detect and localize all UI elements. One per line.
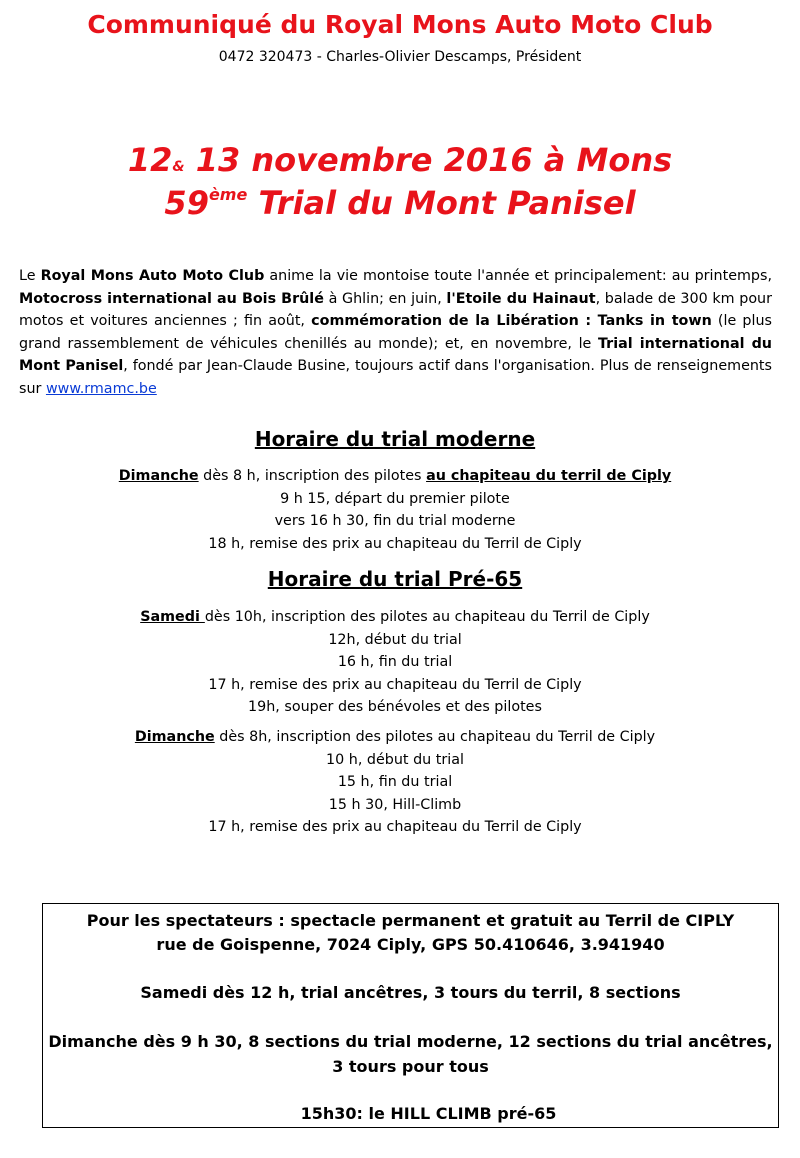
contact-line: 0472 320473 - Charles-Olivier Descamps, Président (218, 49, 582, 65)
spectator-line: Samedi dès 12 h, trial ancêtres, 3 tours du terril, 8 sections (140, 983, 681, 1002)
spectator-line: Dimanche dès 9 h 30, 8 sections du trial moderne, 12 sections du trial ancêtres, (48, 1032, 773, 1051)
schedule-line: 17 h, remise des prix au chapiteau du Terril de Ciply (208, 676, 582, 693)
schedule-text: dès 8h, inscription des pilotes au chapiteau du Terril de Ciply (214, 729, 656, 745)
event-ampersand: & (172, 159, 185, 175)
schedule-text: dès 8 h, inscription des pilotes (198, 468, 427, 484)
intro-paragraph (19, 265, 772, 400)
day-label: Samedi (140, 609, 205, 625)
schedule-line: 10 h, début du trial (326, 751, 464, 768)
intro-text: , fondé par Jean-Claude Busine, toujours actif dans l'organisation. Plus de renseignements sur (19, 358, 772, 397)
modern-heading: Horaire du trial moderne (254, 427, 536, 451)
event-day2: 13 novembre 2016 à Mons (184, 141, 673, 179)
schedule-line: 16 h, fin du trial (337, 654, 453, 670)
pre65-heading: Horaire du trial Pré-65 (267, 567, 523, 591)
modern-schedule (0, 465, 790, 555)
edition-title: Trial du Mont Panisel (247, 184, 636, 222)
schedule-line (0, 726, 790, 749)
schedule-line: 17 h, remise des prix au chapiteau du Terril de Ciply (208, 819, 582, 835)
schedule-line: 19h, souper des bénévoles et des pilotes (248, 699, 542, 715)
schedule-line: 15 h 30, Hill-Climb (328, 796, 462, 813)
event-name (0, 184, 800, 222)
intro-text: (le plus grand rassemblement de véhicules chenillés au monde); et, en novembre, le (19, 313, 772, 352)
intro-bold: l'Etoile du Hainaut (446, 290, 596, 307)
pre65-saturday (0, 606, 790, 719)
schedule-text: dès 10h, inscription des pilotes au chapiteau du Terril de Ciply (204, 609, 650, 625)
event-day1: 12 (127, 141, 173, 179)
club-title: Communiqué du Royal Mons Auto Moto Club (87, 10, 713, 39)
edition-superscript: ème (208, 185, 248, 204)
event-dates (0, 141, 800, 179)
place-label: au chapiteau du terril de Ciply (426, 468, 672, 484)
day-label: Dimanche (134, 729, 215, 745)
spectator-line: 15h30: le HILL CLIMB pré-65 (300, 1104, 557, 1123)
spectator-line: Pour les spectateurs : spectacle permanent et gratuit au Terril de CIPLY (86, 911, 735, 930)
schedule-line: 12h, début du trial (328, 631, 462, 648)
intro-bold: commémoration de la Libération : Tanks in town (311, 313, 712, 329)
day-label: Dimanche (118, 468, 199, 484)
schedule-line: 9 h 15, départ du premier pilote (280, 490, 510, 507)
schedule-line: 18 h, remise des prix au chapiteau du Terril de Ciply (208, 535, 582, 552)
schedule-line (0, 606, 790, 629)
intro-bold: Royal Mons Auto Moto Club (40, 268, 265, 284)
intro-text: à Ghlin; en juin, (323, 290, 447, 307)
intro-bold: Trial international du Mont Panisel (19, 335, 772, 374)
spectator-info-box (42, 903, 779, 1128)
edition-number: 59 (164, 184, 209, 222)
website-link[interactable]: www.rmamc.be (45, 380, 157, 397)
intro-text: , balade de 300 km pour motos et voitures anciennes ; fin août, (19, 290, 772, 329)
spectator-line: 3 tours pour tous (332, 1057, 489, 1076)
pre65-sunday (0, 726, 790, 839)
spectator-line: rue de Goispenne, 7024 Ciply, GPS 50.410646, 3.941940 (156, 935, 665, 954)
schedule-line: vers 16 h 30, fin du trial moderne (274, 513, 516, 529)
schedule-line (0, 465, 790, 488)
intro-text: Le (19, 268, 41, 284)
intro-text: anime la vie montoise toute l'année et principalement: au printemps, (264, 268, 772, 284)
intro-bold: Motocross international au Bois Brûlé (19, 290, 324, 307)
schedule-line: 15 h, fin du trial (337, 774, 453, 790)
